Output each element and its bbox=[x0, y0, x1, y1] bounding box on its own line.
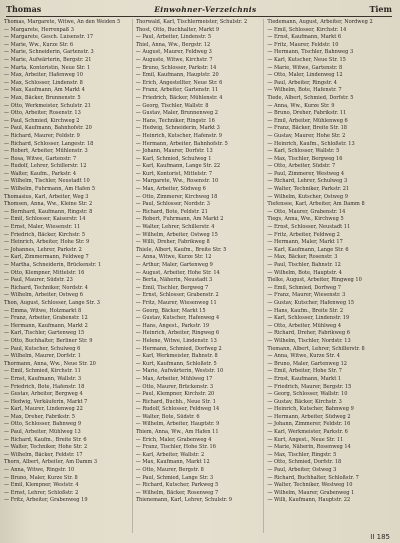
directory-entry: — Emil, Schmied, Dorfweg 7 bbox=[267, 284, 341, 291]
column-divider bbox=[132, 19, 133, 533]
directory-entry: — Gustav, Kutscher, Hafenweg 15 bbox=[267, 299, 355, 306]
directory-entry: — Johannes, Lehrer, Parkstr. 2 bbox=[4, 246, 82, 253]
directory-entry: Thomsen, Anna, Ww., Kleine Str. 2 bbox=[4, 201, 93, 208]
directory-entry: — Bruno, Maler, Gartenweg 12 bbox=[267, 360, 347, 367]
directory-entry: — Max, Kaufmann, Markt 12 bbox=[135, 459, 210, 466]
directory-entry: — Georg, Bäcker, Markt 15 bbox=[135, 307, 206, 314]
directory-entry: — Hans, Techniker, Ringstr. 16 bbox=[135, 117, 215, 124]
directory-entry: Thost, Otto, Buchhalter, Markt 9 bbox=[135, 26, 220, 33]
directory-entry: — Margarete, Herrenpaß 3 bbox=[4, 26, 74, 33]
directory-entry: — Paul, Tischler, Bahnstr. 12 bbox=[267, 262, 341, 268]
header-rule bbox=[6, 16, 392, 17]
directory-entry: — Max, Dreher, Fabrikstr. 5 bbox=[4, 413, 76, 420]
directory-entry: Thiel, Anna, Ww., Bergstr. 12 bbox=[135, 41, 211, 48]
directory-entry: — Karl, Zimmermann, Feldweg 7 bbox=[4, 254, 89, 261]
directory-entry: — Rudolf, Schlosser, Feldweg 14 bbox=[135, 406, 220, 413]
directory-entry: — Karl, Maurer, Lindenweg 22 bbox=[4, 406, 83, 413]
directory-entry: Tiefensee, Karl, Arbeiter, Am Damm 8 bbox=[267, 201, 365, 208]
directory-entry: — Franz, Tischler, Hohe Str. 16 bbox=[135, 444, 216, 451]
directory-entry: — Marie, Schneiderin, Gartenstr. 3 bbox=[4, 49, 94, 56]
directory-entry: — Fritz, Maurer, Wiesenweg 11 bbox=[135, 299, 217, 306]
header-title: Einwohner-Verzeichnis bbox=[154, 4, 257, 14]
directory-entry: — Hermann, Arbeiter, Südweg 2 bbox=[267, 413, 351, 420]
directory-entry: — Otto, Zimmerer, Kirchweg 18 bbox=[135, 193, 218, 200]
directory-entry: Tiemann, Albert, Lehrer, Schillerstr. 8 bbox=[267, 345, 365, 352]
directory-entry: — Johann, Maurer, Dorfstr. 13 bbox=[135, 148, 213, 155]
directory-entry: — Margarete, Ww., Rosenstr. 10 bbox=[135, 178, 219, 185]
directory-entry: — Karl, Arbeiter, Wallstr. 2 bbox=[135, 451, 205, 458]
directory-entry: — Max, Tischler, Ringstr. 5 bbox=[267, 451, 337, 458]
directory-entry: — Hedwig, Verkäuferin, Markt 7 bbox=[4, 398, 88, 405]
directory-entry: — Emil, Schmied, Kirchstr. 11 bbox=[4, 368, 81, 375]
directory-entry: — Paul, Arbeiter, Ringstr. 4 bbox=[267, 79, 338, 86]
column-3 bbox=[267, 19, 392, 533]
directory-entry: — August, Arbeiter, Hohe Str. 14 bbox=[135, 269, 220, 276]
directory-entry: — Karl, Kaufmann, Lange Str. 22 bbox=[135, 163, 221, 170]
directory-entry: — Otto, Maurer, Grabenstr. 14 bbox=[267, 208, 346, 215]
directory-entry: — Max, Arbeiter, Hafenweg 10 bbox=[4, 72, 83, 79]
directory-entry: — Hans, Angest., Parkstr. 19 bbox=[135, 322, 210, 329]
directory-entry: — Anna, Witwe, Kurze Str. 4 bbox=[267, 353, 340, 360]
directory-entry: — Emil, Arbeiter, Mühlenweg 6 bbox=[267, 117, 348, 124]
directory-entry: — Hermann, Tischler, Bahnweg 3 bbox=[267, 49, 354, 56]
directory-entry: — Otto, Maurer, Bergstr. 8 bbox=[135, 467, 204, 474]
directory-entry: — Walter, Techniker, Hohe Str. 2 bbox=[4, 444, 88, 451]
directory-entry: — Karl, Tischler, Gartenweg 15 bbox=[4, 330, 85, 337]
directory-entry: — Hermann, Kaufmann, Markt 2 bbox=[4, 322, 88, 329]
directory-entry: — Richard, Lehrer, Schulweg 3 bbox=[267, 178, 348, 185]
directory-entry: — Paul, Schlosser, Nordstr. 3 bbox=[135, 201, 210, 208]
directory-entry: Thormann, Anna, Ww., Neue Str. 20 bbox=[4, 360, 96, 367]
directory-entry: — Heinrich, Kutscher, Hafenstr. 9 bbox=[135, 132, 222, 139]
directory-entry: — Friedrich, Bote, Hafenstr. 18 bbox=[4, 383, 85, 390]
directory-entry: Thiele, Albert, Kaufm., Breite Str. 5 bbox=[135, 246, 227, 253]
directory-entry: — Wilhelm, Fuhrmann, Am Hafen 5 bbox=[4, 186, 96, 193]
directory-entry: — Marie, Aufwärterin, Bergstr. 21 bbox=[4, 56, 92, 63]
directory-entry: — Karl, Schlosser, Lindenstr. 19 bbox=[267, 315, 350, 322]
directory-entry: — Friedrich, Maurer, Bergstr. 15 bbox=[267, 383, 352, 390]
directory-entry: — Max, Schlosser, Lindenstr. 8 bbox=[4, 79, 83, 86]
directory-entry: — Karl, Werkmeister, Parkstr. 6 bbox=[267, 429, 348, 436]
directory-entry: — Anna, Witwe, Ringstr. 10 bbox=[4, 467, 75, 474]
directory-entry: — Richard, Bote, Feldstr. 21 bbox=[135, 208, 208, 215]
directory-entry: — Fritz, Maurer, Feldstr. 10 bbox=[267, 41, 339, 48]
columns-container bbox=[4, 19, 392, 533]
directory-entry: — Richard, Kaufm., Breite Str. 6 bbox=[4, 436, 87, 443]
directory-entry: — Paul, Arbeiter, Mühlweg 13 bbox=[4, 429, 81, 436]
directory-entry: — Arthur, Maler, Gartenweg 9 bbox=[135, 262, 213, 268]
directory-entry: — Paul, Arbeiter, Lindenstr. 5 bbox=[135, 34, 212, 41]
directory-entry: — Paul, Klempner, Kirchstr. 20 bbox=[135, 391, 215, 398]
directory-entry: — Franz, Arbeiter, Grabenstr. 12 bbox=[4, 315, 88, 322]
directory-entry: — Anna, Ww., Kurze Str. 9 bbox=[267, 102, 335, 109]
directory-entry: — Emil, Schlosser, Kirchstr. 14 bbox=[267, 26, 347, 33]
directory-entry: — Friedrich, Bäcker, Mühlenstr. 4 bbox=[135, 94, 223, 101]
directory-entry: — Erich, Maler, Grabenweg 4 bbox=[135, 436, 212, 443]
directory-entry: — Walter, Bote, Südstr. 6 bbox=[135, 413, 200, 420]
directory-entry: — Erich, Angestellter, Neue Str. 6 bbox=[135, 79, 223, 86]
directory-entry: — Franz, Arbeiter, Gartenstr. 11 bbox=[135, 87, 219, 94]
directory-entry: Thorwald, Karl, Tischlermeister, Schulstr. 2 bbox=[135, 19, 248, 25]
directory-entry: Thiem, Anna, Ww., Am Hafen 11 bbox=[135, 429, 219, 436]
directory-entry: — Rudolf, Lehrer, Schillerstr. 12 bbox=[4, 163, 87, 170]
directory-entry: — Robert, Fuhrmann, Am Markt 2 bbox=[135, 216, 224, 223]
directory-entry: — Ernst, Schlosser, Neustadt 11 bbox=[267, 224, 351, 231]
directory-entry: Tielke, August, Arbeiter, Ringweg 10 bbox=[267, 277, 362, 284]
directory-entry: — Heinrich, Kutscher, Bahnweg 9 bbox=[267, 406, 354, 413]
directory-entry: — Richard, Kutscher, Parkweg 5 bbox=[135, 482, 219, 489]
directory-entry: — Heinrich, Kaufm., Schloßstr. 13 bbox=[267, 140, 355, 147]
directory-entry: — Otto, Werkmeister, Schulstr. 21 bbox=[4, 102, 91, 109]
directory-entry: — Marie, Witwe, Gartenstr. 8 bbox=[267, 64, 343, 71]
directory-entry: — August, Maurer, Feldweg 3 bbox=[135, 49, 212, 56]
directory-entry: — Wilhelm, Tischler, Neustadt 10 bbox=[4, 178, 90, 185]
directory-entry: — Emil, Schlosser, Kaiserstr. 14 bbox=[4, 216, 86, 223]
directory-entry: — Auguste, Witwe, Kirchstr. 7 bbox=[135, 56, 213, 63]
directory-entry: — Max, Kaufmann, Am Markt 4 bbox=[4, 87, 85, 94]
directory-entry: — Walter, Kaufm., Parkstr. 4 bbox=[4, 170, 77, 177]
directory-entry: — Max, Tischler, Bergweg 16 bbox=[267, 155, 343, 162]
directory-entry: — Wilhelm, Maurer, Grabenweg 1 bbox=[267, 489, 355, 496]
directory-entry: — Karl, Schlosser, Wallstr. 5 bbox=[267, 148, 340, 155]
directory-entry: — Wilhelm, Arbeiter, Hauptstr. 9 bbox=[135, 421, 220, 428]
directory-entry: — Kurt, Kontorist, Mittelstr. 7 bbox=[135, 170, 213, 177]
directory-entry: — Otto, Arbeiter, Rosenstr. 13 bbox=[4, 110, 81, 117]
directory-entry: — Emil, Kaufmann, Hauptstr. 20 bbox=[135, 72, 219, 79]
directory-entry: Thomas, Margarete, Witwe, An den Weiden 5 bbox=[4, 19, 121, 25]
directory-entry: — Max, Bäcker, Rosenstr. 3 bbox=[267, 254, 338, 261]
directory-entry: — Walter, Lehrer, Schillerstr. 4 bbox=[135, 224, 215, 231]
directory-entry: Thorn, Albert, Arbeiter, Am Damm 3 bbox=[4, 459, 98, 466]
directory-entry: — Karl, Kutscher, Neue Str. 15 bbox=[267, 56, 346, 63]
directory-entry: — Friedrich, Bäcker, Kirchstr. 5 bbox=[4, 231, 86, 238]
directory-entry: — Marta, Kontoristin, Neue Str. 1 bbox=[4, 64, 91, 71]
directory-entry: — Otto, Buchhalter, Berliner Str. 9 bbox=[4, 337, 93, 344]
directory-entry: — Gustav, Kutscher, Hafenweg 4 bbox=[135, 315, 220, 322]
directory-entry: — Ernst, Kaufmann, Markt 1 bbox=[267, 375, 342, 382]
directory-entry: — Marie, Aufwärterin, Weststr. 10 bbox=[135, 368, 224, 375]
directory-entry: — Max, Arbeiter, Mühlweg 17 bbox=[135, 375, 213, 382]
column-1 bbox=[4, 19, 129, 533]
directory-entry: — Martha, Schneiderin, Brückenstr. 1 bbox=[4, 262, 102, 268]
directory-entry: — Georg, Tischler, Wallstr. 8 bbox=[135, 102, 209, 109]
directory-entry: — Otto, Schmied, Dorfstr. 18 bbox=[267, 459, 342, 466]
page-number: II 185 bbox=[370, 533, 390, 541]
directory-entry: — Paul, Zimmerer, Westweg 4 bbox=[267, 170, 345, 177]
column-divider bbox=[263, 19, 264, 533]
directory-entry: — Richard, Buchh., Neue Str. 1 bbox=[135, 398, 216, 405]
directory-entry: — Paul, Kutscher, Schulweg 6 bbox=[4, 345, 81, 352]
directory-entry: — Otto, Klempner, Mittelstr. 16 bbox=[4, 269, 85, 276]
directory-entry: — Wilhelm, Bäcker, Feldstr. 17 bbox=[4, 451, 83, 458]
directory-entry: — Richard, Maurer, Feldstr. 9 bbox=[4, 132, 80, 139]
directory-entry: — Franz, Bäcker, Breite Str. 18 bbox=[267, 125, 348, 132]
directory-entry: — Bruno, Maler, Kurze Str. 8 bbox=[4, 474, 78, 481]
directory-entry: — Otto, Maler, Lindenweg 12 bbox=[267, 72, 343, 79]
directory-entry: — Richard, Buchhalter, Schloßstr. 7 bbox=[267, 474, 359, 481]
directory-entry: — Gustav, Maurer, Hohe Str. 2 bbox=[267, 132, 346, 139]
directory-entry: — Ernst, Maler, Wiesenstr. 11 bbox=[4, 224, 81, 231]
header-right-keyword: Tiem bbox=[369, 4, 392, 14]
directory-entry: — Marie, Ww., Kurze Str. 6 bbox=[4, 41, 74, 48]
directory-entry: — Wilhelm, Kutscher, Ostweg 9 bbox=[267, 193, 348, 200]
directory-entry: — Helene, Witwe, Lindenstr. 13 bbox=[135, 337, 217, 344]
directory-entry: — Ernst, Kaufmann, Wallstr. 3 bbox=[4, 375, 82, 382]
directory-entry: — Richard, Schlosser, Langestr. 18 bbox=[4, 140, 94, 147]
directory-entry: — Karl, Werkmeister, Bahnstr. 8 bbox=[135, 353, 218, 360]
directory-entry: — Walter, Techniker, Parkstr. 21 bbox=[267, 186, 350, 193]
directory-entry: — Anna, Witwe, Kurze Str. 12 bbox=[135, 254, 212, 261]
directory-entry: — Robert, Arbeiter, Mühlenstr. 3 bbox=[4, 148, 88, 155]
directory-entry: — Gustav, Bäcker, Kirchstr. 3 bbox=[267, 398, 342, 405]
directory-entry: — Heinrich, Arbeiter, Hohe Str. 9 bbox=[4, 239, 90, 246]
directory-entry: — Gustav, Maler, Brunnenweg 2 bbox=[135, 110, 218, 117]
directory-entry: — Wilhelm, Tischler, Nordstr. 13 bbox=[267, 337, 351, 344]
directory-entry: Thienemann, Karl, Lehrer, Schulstr. 9 bbox=[135, 497, 232, 504]
directory-entry: — Hermann, Arbeiter, Bahnhofstr. 5 bbox=[135, 140, 228, 147]
directory-entry: — Marie, Näherin, Rosenweg 14 bbox=[267, 444, 351, 451]
directory-entry: — Wilhelm, Bäcker, Rosenweg 7 bbox=[135, 489, 219, 496]
directory-entry: — Ernst, Kaufmann, Markt 6 bbox=[267, 34, 342, 41]
directory-entry: Thomasius, Karl, Arbeiter, Weg 3 bbox=[4, 193, 89, 200]
directory-entry: — Karl, Schmied, Schulweg 1 bbox=[135, 155, 212, 162]
directory-entry: — Ernst, Schlosser, Grabenstr. 2 bbox=[135, 292, 219, 299]
directory-entry: — Emma, Witwe, Holzmarkt 8 bbox=[4, 307, 82, 314]
directory-entry: — Wilhelm, Maurer, Dorfstr. 1 bbox=[4, 353, 81, 360]
directory-entry: — Willi, Dreher, Fabrikweg 8 bbox=[135, 239, 210, 246]
directory-entry: — Emil, Tischler, Bergweg 7 bbox=[135, 284, 209, 291]
directory-entry: — Emil, Klempner, Weststr. 4 bbox=[4, 482, 79, 489]
directory-entry: — Emil, Arbeiter, Hohe Str. 7 bbox=[267, 368, 342, 375]
directory-entry: — Bruno, Schlosser, Parkstr. 14 bbox=[135, 64, 217, 71]
directory-entry: — Fritz, Arbeiter, Feldweg 2 bbox=[267, 231, 340, 238]
directory-entry: — Paul, Kaufmann, Bahnhofstr. 20 bbox=[4, 125, 92, 132]
directory-entry: — Hermann, Maler, Markt 17 bbox=[267, 239, 343, 246]
directory-entry: — Otto, Arbeiter, Mühlweg 4 bbox=[267, 322, 342, 329]
directory-entry: — Otto, Arbeiter, Südstr. 7 bbox=[267, 163, 336, 170]
directory-entry: — Fritz, Arbeiter, Grabenweg 19 bbox=[4, 497, 88, 504]
directory-entry: Tiede, Albert, Schmied, Dorfstr. 5 bbox=[267, 94, 354, 101]
directory-entry: — Paul, Schmied, Kirchweg 2 bbox=[4, 117, 80, 124]
directory-entry: — Paul, Arbeiter, Ostweg 3 bbox=[267, 467, 337, 474]
directory-entry: — Paul, Maurer, Südstr. 23 bbox=[4, 277, 73, 284]
directory-entry: — Kurt, Angest., Neue Str. 11 bbox=[267, 436, 344, 443]
directory-entry: — Otto, Schlosser, Bahnweg 9 bbox=[4, 421, 82, 428]
directory-entry: — Hedwig, Schneiderin, Markt 3 bbox=[135, 125, 220, 132]
directory-entry: — Georg, Schlosser, Wallstr. 10 bbox=[267, 391, 348, 398]
directory-entry: — Richard, Techniker, Nordstr. 4 bbox=[4, 284, 89, 291]
directory-entry: — Wilhelm, Bote, Hauptstr. 4 bbox=[267, 269, 342, 276]
directory-entry: — Max, Bäcker, Brunnenstr. 5 bbox=[4, 94, 81, 101]
directory-entry: — Bernhard, Kaufmann, Ringstr. 8 bbox=[4, 208, 93, 215]
header-left-keyword: Thomas bbox=[6, 4, 42, 14]
directory-entry: — Johann, Zimmerer, Feldstr. 16 bbox=[267, 421, 351, 428]
column-2 bbox=[136, 19, 261, 533]
directory-entry: — Walter, Techniker, Westweg 10 bbox=[267, 482, 353, 489]
directory-entry: — Ernst, Lehrer, Schloßstr. 2 bbox=[4, 489, 79, 496]
directory-entry: — Hans, Kaufm., Breite Str. 2 bbox=[267, 307, 344, 314]
directory-entry: — Kurt, Kaufmann, Schloßstr. 5 bbox=[135, 360, 217, 367]
directory-entry: Thon, August, Schlosser, Lange Str. 3 bbox=[4, 299, 100, 306]
directory-entry: — Berta, Näherin, Neustadt 3 bbox=[135, 277, 213, 284]
directory-entry: — Rosa, Witwe, Gartenstr. 7 bbox=[4, 155, 77, 162]
directory-entry: — Willi, Kaufmann, Hauptstr. 22 bbox=[267, 497, 351, 504]
directory-entry: Tiegs, Anna, Ww., Kirchweg 5 bbox=[267, 216, 344, 223]
directory-entry: — Paul, Schmied, Lange Str. 3 bbox=[135, 474, 214, 481]
directory-entry: — Bruno, Dreher, Fabrikstr. 11 bbox=[267, 110, 347, 117]
directory-entry: — Wilhelm, Arbeiter, Ostweg 6 bbox=[4, 292, 83, 299]
directory-entry: — Margarete, Gesch. Luisenstr. 17 bbox=[4, 34, 94, 41]
directory-entry: — Hermann, Schmied, Dorfweg 2 bbox=[135, 345, 222, 352]
directory-entry: — Heinrich, Arbeiter, Ringweg 6 bbox=[135, 330, 220, 337]
directory-entry: — Franz, Maurer, Wiesenstr. 3 bbox=[267, 292, 346, 299]
directory-entry: — Max, Arbeiter, Südweg 6 bbox=[135, 186, 206, 193]
directory-entry: — Wilhelm, Arbeiter, Ostweg 15 bbox=[135, 231, 218, 238]
directory-entry: — Karl, Kaufmann, Lange Str. 6 bbox=[267, 246, 349, 253]
directory-entry: — Otto, Maurer, Brückenstr. 3 bbox=[135, 383, 214, 390]
directory-entry: — Gustav, Arbeiter, Bergweg 4 bbox=[4, 391, 83, 398]
directory-entry: — Richard, Dreher, Fabrikweg 6 bbox=[267, 330, 350, 337]
directory-entry: — Wilhelm, Bote, Hafenstr. 7 bbox=[267, 87, 342, 94]
directory-entry: Tiedemann, August, Arbeiter, Nordweg 2 bbox=[267, 19, 373, 25]
page-header bbox=[6, 2, 392, 16]
